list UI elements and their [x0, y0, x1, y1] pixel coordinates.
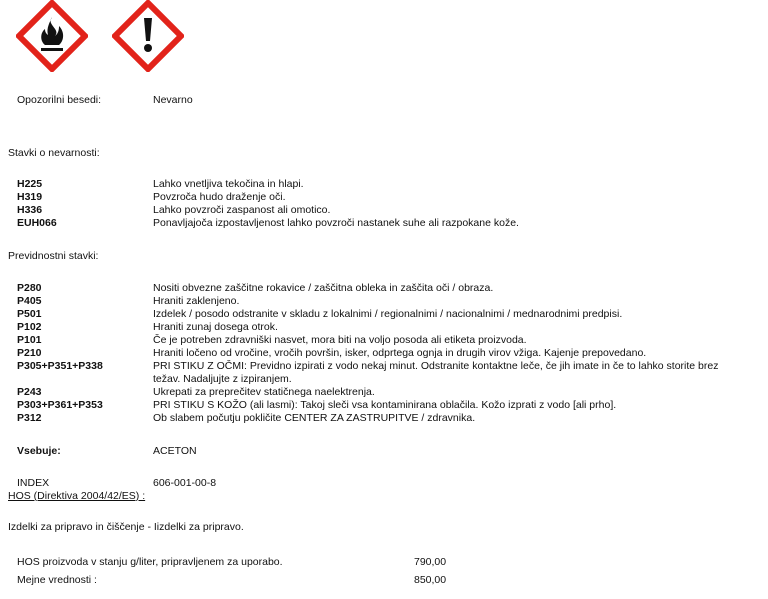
hazard-code: H225 — [17, 178, 43, 190]
contains-value: ACETON — [153, 445, 197, 457]
hazard-code: EUH066 — [17, 217, 57, 229]
voc-limit-label: Mejne vrednosti : — [17, 574, 97, 586]
ghs07-exclamation-pictogram — [112, 0, 184, 72]
hazard-code: H319 — [17, 191, 43, 203]
precaution-text: Hraniti zunaj dosega otrok. — [153, 321, 278, 333]
precaution-code: P102 — [17, 321, 42, 333]
precaution-text: Nositi obvezne zaščitne rokavice / zaščitna obleka in zaščita oči / obraza. — [153, 282, 494, 294]
ghs02-flame-pictogram — [16, 0, 88, 72]
precaution-code: P405 — [17, 295, 42, 307]
precaution-text: PRI STIKU S KOŽO (ali lasmi): Takoj sleči vsa kontaminirana oblačila. Kožo izprati z vodo [ali prho]. — [153, 399, 617, 411]
precaution-text: Ob slabem počutju pokličite CENTER ZA ZASTRUPITVE / zdravnika. — [153, 412, 476, 424]
exclamation-mark-icon — [112, 0, 184, 72]
hazard-statements-heading: Stavki o nevarnosti: — [8, 147, 100, 159]
precaution-text: Hraniti ločeno od vročine, vročih površin, isker, odprtega ognja in drugih virov vžiga. Kajenje prepovedano. — [153, 347, 647, 359]
precaution-text: Izdelek / posodo odstranite v skladu z lokalnimi / regionalnimi / nacionalnimi / mednarodnimi predpisi. — [153, 308, 623, 320]
hazard-text: Ponavljajoča izpostavljenost lahko povzroči nastanek suhe ali razpokane kože. — [153, 217, 519, 229]
precaution-code: P210 — [17, 347, 42, 359]
hazard-code: H336 — [17, 204, 43, 216]
voc-heading: HOS (Direktiva 2004/42/ES) : — [8, 490, 146, 502]
flame-icon — [16, 0, 88, 72]
contains-label: Vsebuje: — [17, 445, 61, 457]
voc-product-category: Izdelki za pripravo in čiščenje - Iizdelki za pripravo. — [8, 521, 244, 533]
precaution-code: P243 — [17, 386, 42, 398]
hazard-text: Lahko vnetljiva tekočina in hlapi. — [153, 178, 304, 190]
voc-content-label: HOS proizvoda v stanju g/liter, pripravljenem za uporabo. — [17, 556, 283, 568]
hazard-text: Povzroča hudo draženje oči. — [153, 191, 286, 203]
precaution-text: Hraniti zaklenjeno. — [153, 295, 240, 307]
precaution-text: Če je potreben zdravniški nasvet, mora biti na voljo posoda ali etiketa proizvoda. — [153, 334, 527, 346]
precaution-text: PRI STIKU Z OČMI: Previdno izpirati z vodo nekaj minut. Odstranite kontaktne leče, če jih imate in če to lahko storite brez — [153, 360, 719, 372]
precaution-text: Ukrepati za preprečitev statičnega naelektrenja. — [153, 386, 375, 398]
index-label: INDEX — [17, 477, 50, 489]
precaution-code: P101 — [17, 334, 42, 346]
precaution-code: P303+P361+P353 — [17, 399, 103, 411]
index-value: 606-001-00-8 — [153, 477, 217, 489]
precaution-code: P312 — [17, 412, 42, 424]
hazard-text: Lahko povzroči zaspanost ali omotico. — [153, 204, 331, 216]
precaution-code: P501 — [17, 308, 42, 320]
voc-content-value: 790,00 — [414, 556, 447, 568]
signal-word-label: Opozorilni besedi: — [17, 94, 102, 106]
precaution-code: P305+P351+P338 — [17, 360, 103, 372]
precaution-code: P280 — [17, 282, 42, 294]
precautionary-statements-heading: Previdnostni stavki: — [8, 250, 99, 262]
precaution-text-continued: težav. Nadaljujte z izpiranjem. — [153, 373, 292, 385]
signal-word-value: Nevarno — [153, 94, 193, 106]
voc-limit-value: 850,00 — [414, 574, 447, 586]
